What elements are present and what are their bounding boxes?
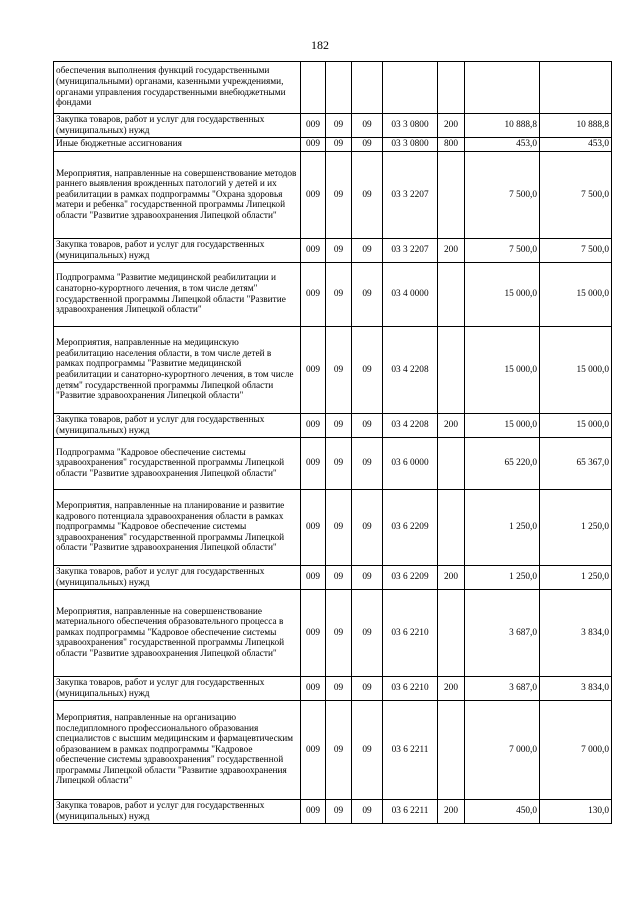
expense-type-cell: 200 [438, 800, 465, 824]
sum-year1-cell: 65 220,0 [465, 438, 540, 490]
subsection-code-cell: 09 [352, 701, 383, 800]
row-name-cell: Мероприятия, направленные на совершенствование методов раннего выявления врожденных патологий у детей и их реабилитации в рамках подпрограммы "Охрана здоровья матери и ребенка" государственной программы Липецкой области "Развитие здравоохранения Липецкой области" [54, 152, 301, 239]
sum-year1-cell: 1 250,0 [465, 566, 540, 590]
sum-year2-cell [540, 62, 612, 114]
section-code-cell: 09 [326, 138, 352, 152]
target-article-cell: 03 6 2209 [383, 490, 438, 566]
ministry-code-cell: 009 [301, 327, 326, 414]
sum-year2-cell: 10 888,8 [540, 114, 612, 138]
row-name-cell: обеспечения выполнения функций государственными (муниципальными) органами, казенными учреждениями, органами управления государственными внебюджетными фондами [54, 62, 301, 114]
ministry-code-cell [301, 62, 326, 114]
expense-type-cell: 200 [438, 114, 465, 138]
target-article-cell: 03 6 2211 [383, 701, 438, 800]
sum-year1-cell: 15 000,0 [465, 414, 540, 438]
ministry-code-cell: 009 [301, 152, 326, 239]
expense-type-cell [438, 590, 465, 677]
subsection-code-cell: 09 [352, 263, 383, 327]
ministry-code-cell: 009 [301, 677, 326, 701]
sum-year2-cell: 3 834,0 [540, 590, 612, 677]
table-row [54, 239, 612, 263]
ministry-code-cell: 009 [301, 438, 326, 490]
target-article-cell: 03 6 2210 [383, 590, 438, 677]
table-row [54, 152, 612, 239]
table-row [54, 138, 612, 152]
budget-table [53, 61, 612, 824]
sum-year2-cell: 3 834,0 [540, 677, 612, 701]
table-row [54, 414, 612, 438]
ministry-code-cell: 009 [301, 239, 326, 263]
target-article-cell: 03 6 2209 [383, 566, 438, 590]
subsection-code-cell: 09 [352, 590, 383, 677]
section-code-cell: 09 [326, 438, 352, 490]
sum-year2-cell: 1 250,0 [540, 566, 612, 590]
row-name-cell: Мероприятия, направленные на совершенствование материального обеспечения образовательного процесса в рамках подпрограммы "Кадровое обеспечение системы здравоохранения" государственной программы Липецкой области "Развитие здравоохранения Липецкой области" [54, 590, 301, 677]
subsection-code-cell: 09 [352, 152, 383, 239]
section-code-cell: 09 [326, 800, 352, 824]
table-row [54, 114, 612, 138]
table-row [54, 490, 612, 566]
row-name-cell: Мероприятия, направленные на организацию последипломного профессионального образования специалистов с высшим медицинским и фармацевтическим образованием в рамках подпрограммы "Кадровое обеспечение системы здравоохранения" государственной программы Липецкой области "Развитие здравоохранения Липецкой области" [54, 701, 301, 800]
target-article-cell: 03 6 0000 [383, 438, 438, 490]
row-name-cell: Закупка товаров, работ и услуг для государственных (муниципальных) нужд [54, 677, 301, 701]
row-name-cell: Мероприятия, направленные на медицинскую реабилитацию населения области, в том числе детей в рамках подпрограммы "Развитие медицинской реабилитации и санаторно-курортного лечения, в том числе детям" государственной программы Липецкой области "Развитие здравоохранения Липецкой области" [54, 327, 301, 414]
sum-year2-cell: 15 000,0 [540, 263, 612, 327]
sum-year2-cell: 65 367,0 [540, 438, 612, 490]
row-name-cell: Закупка товаров, работ и услуг для государственных (муниципальных) нужд [54, 414, 301, 438]
row-name-cell: Закупка товаров, работ и услуг для государственных (муниципальных) нужд [54, 566, 301, 590]
row-name-cell: Закупка товаров, работ и услуг для государственных (муниципальных) нужд [54, 114, 301, 138]
subsection-code-cell: 09 [352, 327, 383, 414]
sum-year2-cell: 1 250,0 [540, 490, 612, 566]
expense-type-cell [438, 152, 465, 239]
row-name-cell: Подпрограмма "Развитие медицинской реабилитации и санаторно-курортного лечения, в том числе детям" государственной программы Липецкой области "Развитие здравоохранения Липецкой области" [54, 263, 301, 327]
subsection-code-cell: 09 [352, 414, 383, 438]
budget-table-body [54, 62, 612, 824]
expense-type-cell [438, 438, 465, 490]
table-row [54, 566, 612, 590]
section-code-cell: 09 [326, 114, 352, 138]
sum-year1-cell: 450,0 [465, 800, 540, 824]
sum-year2-cell: 7 500,0 [540, 152, 612, 239]
subsection-code-cell [352, 62, 383, 114]
ministry-code-cell: 009 [301, 490, 326, 566]
table-row [54, 438, 612, 490]
ministry-code-cell: 009 [301, 414, 326, 438]
table-row [54, 701, 612, 800]
table-row [54, 590, 612, 677]
target-article-cell: 03 4 2208 [383, 327, 438, 414]
sum-year1-cell: 7 500,0 [465, 152, 540, 239]
section-code-cell: 09 [326, 590, 352, 677]
section-code-cell: 09 [326, 414, 352, 438]
subsection-code-cell: 09 [352, 677, 383, 701]
expense-type-cell [438, 327, 465, 414]
target-article-cell [383, 62, 438, 114]
expense-type-cell [438, 490, 465, 566]
sum-year2-cell: 7 000,0 [540, 701, 612, 800]
target-article-cell: 03 3 2207 [383, 152, 438, 239]
section-code-cell [326, 62, 352, 114]
section-code-cell: 09 [326, 490, 352, 566]
sum-year2-cell: 15 000,0 [540, 414, 612, 438]
table-row [54, 327, 612, 414]
sum-year2-cell: 130,0 [540, 800, 612, 824]
target-article-cell: 03 6 2210 [383, 677, 438, 701]
sum-year1-cell: 15 000,0 [465, 263, 540, 327]
ministry-code-cell: 009 [301, 701, 326, 800]
subsection-code-cell: 09 [352, 800, 383, 824]
expense-type-cell: 200 [438, 239, 465, 263]
ministry-code-cell: 009 [301, 263, 326, 327]
row-name-cell: Подпрограмма "Кадровое обеспечение системы здравоохранения" государственной программы Липецкой области "Развитие здравоохранения Липецкой области" [54, 438, 301, 490]
section-code-cell: 09 [326, 701, 352, 800]
expense-type-cell [438, 701, 465, 800]
subsection-code-cell: 09 [352, 566, 383, 590]
target-article-cell: 03 4 0000 [383, 263, 438, 327]
subsection-code-cell: 09 [352, 239, 383, 263]
expense-type-cell [438, 62, 465, 114]
section-code-cell: 09 [326, 263, 352, 327]
sum-year1-cell: 7 500,0 [465, 239, 540, 263]
sum-year1-cell: 1 250,0 [465, 490, 540, 566]
subsection-code-cell: 09 [352, 114, 383, 138]
section-code-cell: 09 [326, 239, 352, 263]
sum-year1-cell: 15 000,0 [465, 327, 540, 414]
sum-year2-cell: 453,0 [540, 138, 612, 152]
section-code-cell: 09 [326, 566, 352, 590]
expense-type-cell: 200 [438, 677, 465, 701]
expense-type-cell: 800 [438, 138, 465, 152]
sum-year1-cell [465, 62, 540, 114]
table-row [54, 800, 612, 824]
section-code-cell: 09 [326, 327, 352, 414]
sum-year2-cell: 15 000,0 [540, 327, 612, 414]
target-article-cell: 03 3 0800 [383, 138, 438, 152]
row-name-cell: Иные бюджетные ассигнования [54, 138, 301, 152]
sum-year1-cell: 3 687,0 [465, 590, 540, 677]
ministry-code-cell: 009 [301, 590, 326, 677]
ministry-code-cell: 009 [301, 138, 326, 152]
page-number: 182 [311, 38, 329, 52]
row-name-cell: Закупка товаров, работ и услуг для государственных (муниципальных) нужд [54, 239, 301, 263]
ministry-code-cell: 009 [301, 800, 326, 824]
sum-year1-cell: 3 687,0 [465, 677, 540, 701]
subsection-code-cell: 09 [352, 490, 383, 566]
section-code-cell: 09 [326, 152, 352, 239]
subsection-code-cell: 09 [352, 438, 383, 490]
sum-year1-cell: 7 000,0 [465, 701, 540, 800]
target-article-cell: 03 6 2211 [383, 800, 438, 824]
row-name-cell: Мероприятия, направленные на планирование и развитие кадрового потенциала здравоохранения области в рамках подпрограммы "Кадровое обеспечение системы здравоохранения" государственной программы Липецкой области "Развитие здравоохранения Липецкой области" [54, 490, 301, 566]
target-article-cell: 03 3 2207 [383, 239, 438, 263]
table-row [54, 263, 612, 327]
expense-type-cell: 200 [438, 566, 465, 590]
sum-year1-cell: 10 888,8 [465, 114, 540, 138]
sum-year1-cell: 453,0 [465, 138, 540, 152]
section-code-cell: 09 [326, 677, 352, 701]
subsection-code-cell: 09 [352, 138, 383, 152]
ministry-code-cell: 009 [301, 114, 326, 138]
target-article-cell: 03 3 0800 [383, 114, 438, 138]
expense-type-cell: 200 [438, 414, 465, 438]
table-row [54, 677, 612, 701]
ministry-code-cell: 009 [301, 566, 326, 590]
expense-type-cell [438, 263, 465, 327]
sum-year2-cell: 7 500,0 [540, 239, 612, 263]
table-row [54, 62, 612, 114]
target-article-cell: 03 4 2208 [383, 414, 438, 438]
row-name-cell: Закупка товаров, работ и услуг для государственных (муниципальных) нужд [54, 800, 301, 824]
